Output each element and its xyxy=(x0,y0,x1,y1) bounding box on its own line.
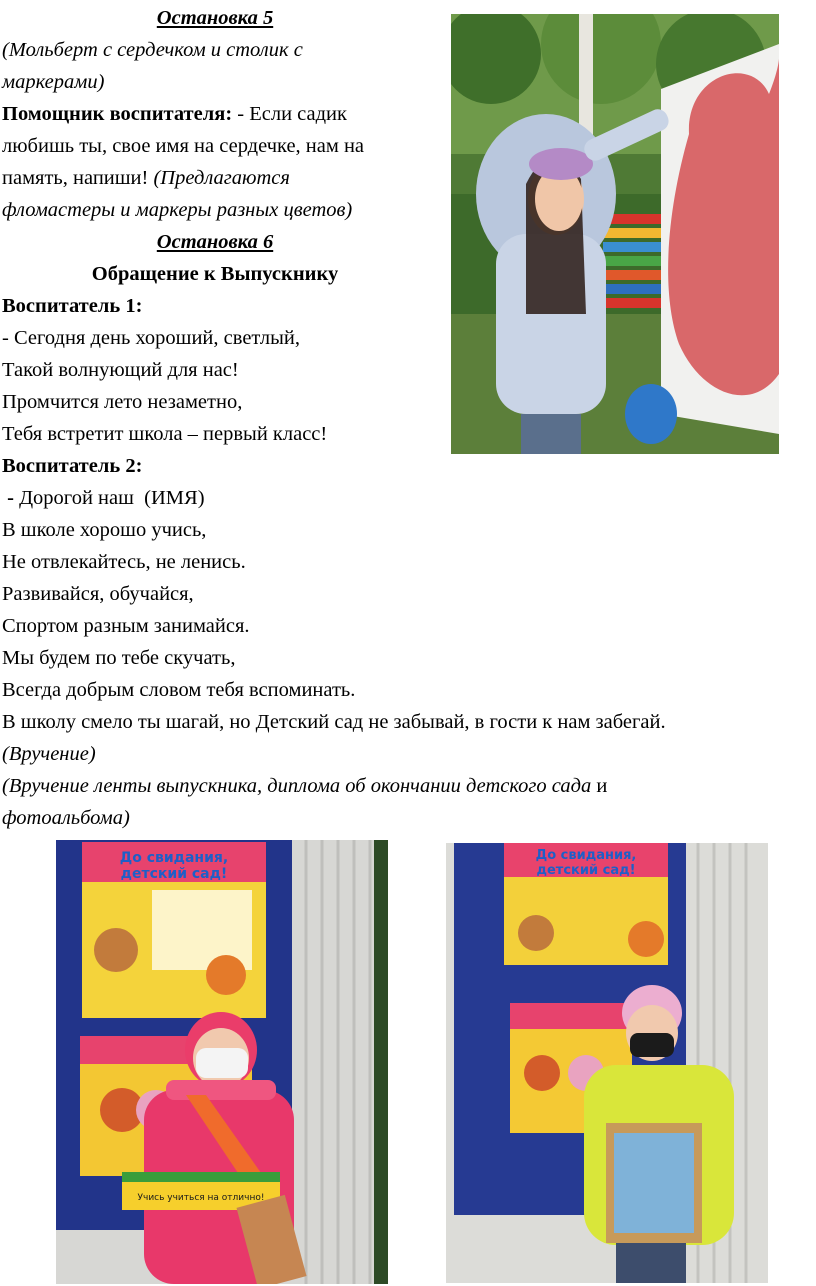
box-label: Учись учиться на отлично! xyxy=(137,1193,265,1203)
stop5-speech-line1 xyxy=(2,102,347,126)
stop5-speech-part1: - Если садик xyxy=(232,103,347,125)
photo-girl-heart-easel xyxy=(451,14,779,454)
presentation-full-line1 xyxy=(2,774,607,798)
verse2-line: В школу смело ты шагай, но Детский сад не забывай, в гости к нам забегай. xyxy=(2,711,666,733)
stop5-speaker: Помощник воспитателя: xyxy=(2,103,233,125)
teacher1-label: Воспитатель 1: xyxy=(2,295,143,317)
presentation-note: (Вручение) xyxy=(2,743,96,765)
poster-title-bottom: детский сад! xyxy=(120,866,228,882)
verse1-line: Такой волнующий для нас! xyxy=(2,359,239,381)
stop6-subtitle: Обращение к Выпускнику xyxy=(91,263,339,285)
stop5-speech-line3 xyxy=(2,166,290,190)
stop5-note-line2: маркерами) xyxy=(2,71,105,93)
presentation-full-a: (Вручение ленты выпускника, диплома об окончании детского сада xyxy=(2,775,592,797)
photo-boy-yellow-jacket xyxy=(446,843,768,1283)
stop5-speech-line4: фломастеры и маркеры разных цветов) xyxy=(2,199,353,221)
verse2-line: Спортом разным занимайся. xyxy=(2,615,250,637)
poster-title-top: До свидания, xyxy=(535,848,637,863)
verse2-first: Дорогой наш (ИМЯ) xyxy=(19,487,205,509)
verse2-first-line xyxy=(2,486,205,510)
presentation-full-line2: фотоальбома) xyxy=(2,807,130,829)
verse1-line: Промчится лето незаметно, xyxy=(2,391,243,413)
stop6-title: Остановка 6 xyxy=(156,231,274,253)
verse2-line: Всегда добрым словом тебя вспоминать. xyxy=(2,679,356,701)
verse2-line: Мы будем по тебе скучать, xyxy=(2,647,236,669)
photo-girl-pink-jacket xyxy=(56,840,388,1284)
verse2-line: В школе хорошо учись, xyxy=(2,519,207,541)
verse1-line: - Сегодня день хороший, светлый, xyxy=(2,327,300,349)
poster-title-bottom: детский сад! xyxy=(536,863,636,878)
poster-title-top: До свидания, xyxy=(119,850,229,866)
verse2-dash: - xyxy=(2,487,20,509)
presentation-full-b: и xyxy=(591,775,608,797)
verse1-line: Тебя встретит школа – первый класс! xyxy=(2,423,328,445)
verse2-line: Развивайся, обучайся, xyxy=(2,583,194,605)
stop5-note-line1: (Мольберт с сердечком и столик с xyxy=(2,39,303,61)
stop5-speech-part3a: память, напиши! xyxy=(2,167,154,189)
stop5-speech-line2: любишь ты, свое имя на сердечке, нам на xyxy=(2,135,365,157)
teacher2-label: Воспитатель 2: xyxy=(2,455,143,477)
stop5-title: Остановка 5 xyxy=(156,7,274,29)
stop5-speech-part3b: (Предлагаются xyxy=(153,167,290,189)
verse2-line: Не отвлекайтесь, не ленись. xyxy=(2,551,246,573)
